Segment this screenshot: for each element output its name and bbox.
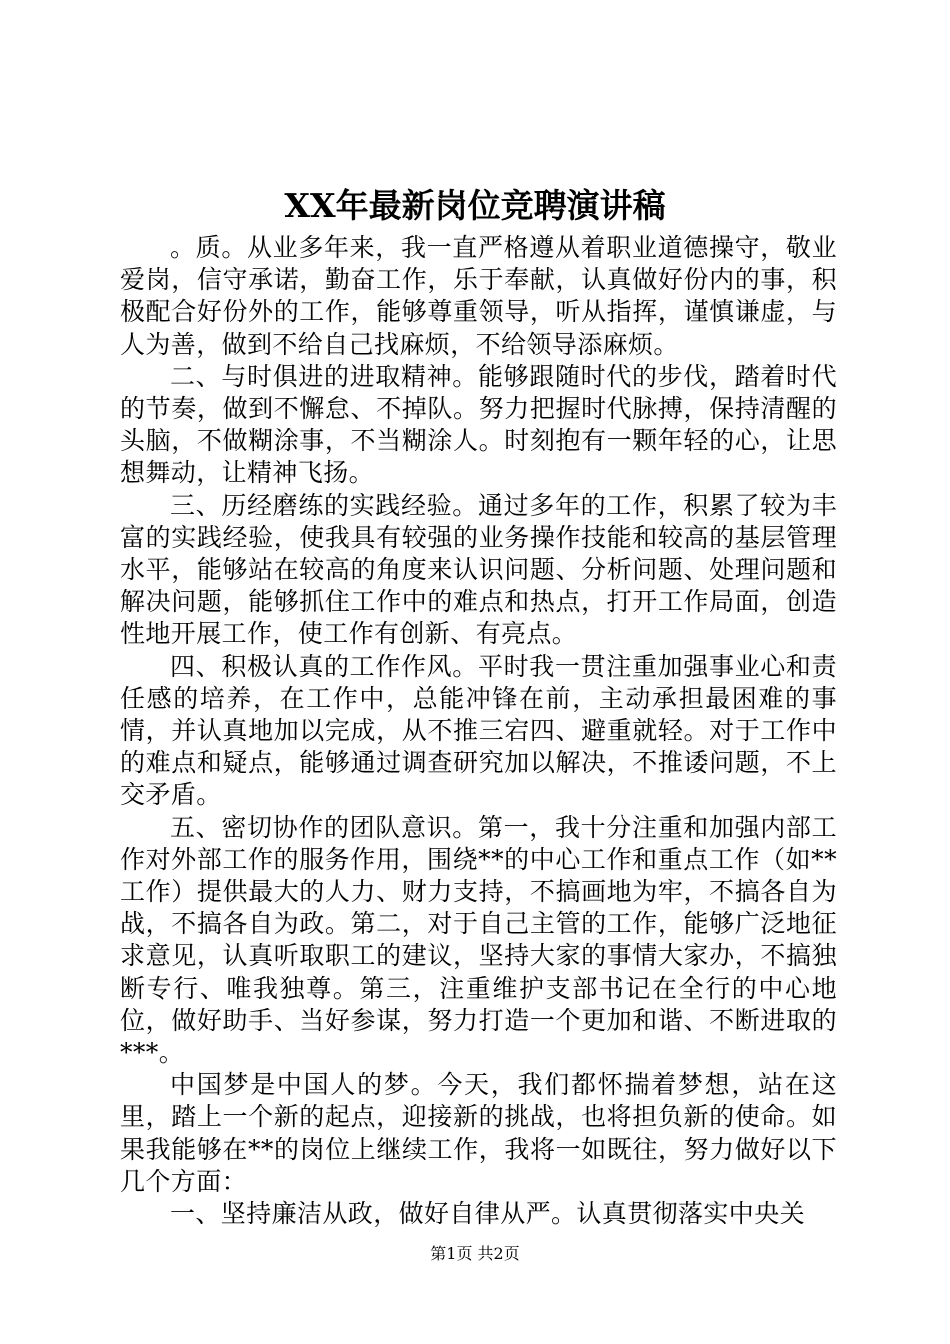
document-body xyxy=(120,232,837,1230)
paragraph-2: 二、与时俱进的进取精神。能够跟随时代的步伐，踏着时代的节奏，做到不懈怠、不掉队。努力把握时代脉搏，保持清醒的头脑，不做糊涂事，不当糊涂人。时刻抱有一颗年轻的心，让思想舞动，让精神飞扬。 xyxy=(120,361,837,488)
document-title: XX年最新岗位竞聘演讲稿 xyxy=(284,186,666,225)
paragraph-7: 一、坚持廉洁从政，做好自律从严。认真贯彻落实中央关 xyxy=(170,1199,806,1229)
paragraph-6: 中国梦是中国人的梦。今天，我们都怀揣着梦想，站在这里，踏上一个新的起点，迎接新的挑战，也将担负新的使命。如果我能够在**的岗位上继续工作，我将一如既往，努力做好以下几个方面： xyxy=(120,1070,837,1196)
paragraph-1: 。质。从业多年来，我一直严格遵从着职业道德操守，敬业爱岗，信守承诺，勤奋工作，乐于奉献，认真做好份内的事，积极配合好份外的工作，能够尊重领导，听从指挥，谨慎谦虚，与人为善，做到不给自己找麻烦，不给领导添麻烦。 xyxy=(120,233,837,359)
paragraph-5: 五、密切协作的团队意识。第一，我十分注重和加强内部工作对外部工作的服务作用，围绕**的中心工作和重点工作（如**工作）提供最大的人力、财力支持，不搞画地为牢，不搞各自为战，不搞各自为政。第二，对于自己主管的工作，能够广泛地征求意见，认真听取职工的建议，坚持大家的事情大家办，不搞独断专行、唯我独尊。第三，注重维护支部书记在全行的中心地位，做好助手、当好参谋，努力打造一个更加和谐、不断进取的***。 xyxy=(120,812,837,1068)
page-footer: 第1页 共2页 xyxy=(430,1244,520,1263)
paragraph-3: 三、历经磨练的实践经验。通过多年的工作，积累了较为丰富的实践经验，使我具有较强的业务操作技能和较高的基层管理水平，能够站在较高的角度来认识问题、分析问题、处理问题和解决问题，能够抓住工作中的难点和热点，打开工作局面，创造性地开展工作，使工作有创新、有亮点。 xyxy=(120,490,837,649)
paragraph-4: 四、积极认真的工作作风。平时我一贯注重加强事业心和责任感的培养，在工作中，总能冲锋在前，主动承担最困难的事情，并认真地加以完成，从不推三宕四、避重就轻。对于工作中的难点和疑点，能够通过调查研究加以解决，不推诿问题，不上交矛盾。 xyxy=(120,651,837,810)
